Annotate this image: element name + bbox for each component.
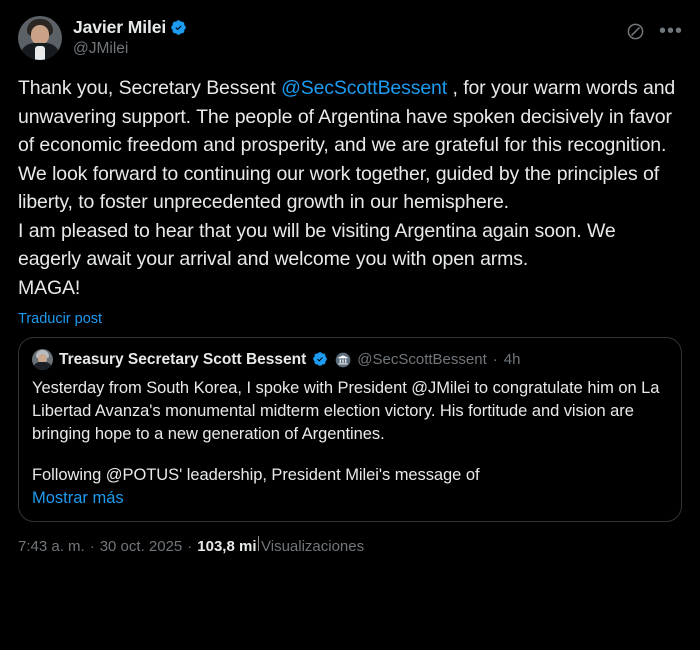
header-actions	[624, 20, 682, 42]
author-handle[interactable]: @JMilei	[73, 40, 129, 57]
quoted-display-name[interactable]: Treasury Secretary Scott Bessent	[59, 350, 307, 368]
tweet-header	[18, 16, 682, 60]
footer-separator-2: ·	[187, 538, 193, 555]
more-options-icon[interactable]	[660, 20, 682, 42]
quoted-paragraph-2: Following @POTUS' leadership, President Milei's message of	[32, 466, 480, 484]
author-display-name[interactable]: Javier Milei	[73, 17, 167, 37]
avatar-face	[31, 25, 49, 45]
more-options-dots: •••	[659, 20, 684, 42]
quoted-avatar-body	[33, 362, 52, 370]
views-count: 103,8 mi	[197, 538, 257, 555]
tweet-text-segment-4: MAGA!	[18, 276, 81, 299]
quoted-handle[interactable]: @SecScottBessent	[357, 351, 487, 368]
views-label: Visualizaciones	[261, 538, 365, 555]
avatar-shirt	[35, 46, 45, 60]
verified-badge-icon	[170, 19, 187, 36]
grok-icon[interactable]	[624, 20, 646, 42]
post-time: 7:43 a. m.	[18, 538, 85, 555]
quoted-separator: ·	[492, 351, 498, 368]
quoted-tweet-header	[32, 349, 668, 370]
avatar[interactable]	[18, 16, 62, 60]
translate-post-link[interactable]: Traducir post	[18, 311, 103, 327]
tweet-text-segment-3: I am pleased to hear that you will be visiting Argentina again soon. We eagerly await your arrival and welcome you with open arms.	[18, 219, 616, 270]
tweet-text-segment-2: , for your warm words and unwavering support. The people of Argentina have spoken decisively in favor of economic freedom and prosperity, and we are grateful for this recognition. We look forward to continuing our work together, guided by the principles of liberty, to foster unprecedented growth in our hemisphere.	[18, 77, 676, 213]
tweet-text-segment-1: Thank you, Secretary Bessent	[18, 77, 282, 99]
quoted-paragraph-1: Yesterday from South Korea, I spoke with President @JMilei to congratulate him on La Libertad Avanza's monumental midterm election victory. His fortitude and vision are bringing hope to a new generation of Argentines.	[32, 379, 660, 443]
post-date: 30 oct. 2025	[99, 538, 183, 555]
quoted-timestamp[interactable]: 4h	[503, 351, 521, 368]
quoted-avatar[interactable]	[32, 349, 53, 370]
footer-separator-1: ·	[89, 538, 95, 555]
show-more-link[interactable]: Mostrar más	[32, 489, 124, 507]
author-names	[73, 16, 187, 58]
author-name-row	[73, 17, 187, 38]
mention-secscottbessent[interactable]: @SecScottBessent	[281, 77, 447, 99]
text-cursor	[258, 536, 260, 551]
tweet-body-text	[18, 74, 682, 302]
quoted-tweet-text	[32, 377, 668, 487]
quoted-tweet[interactable]	[18, 337, 682, 522]
government-building-badge-icon	[335, 352, 351, 368]
tweet-footer	[18, 536, 682, 555]
quoted-verified-badge-icon	[312, 351, 329, 368]
